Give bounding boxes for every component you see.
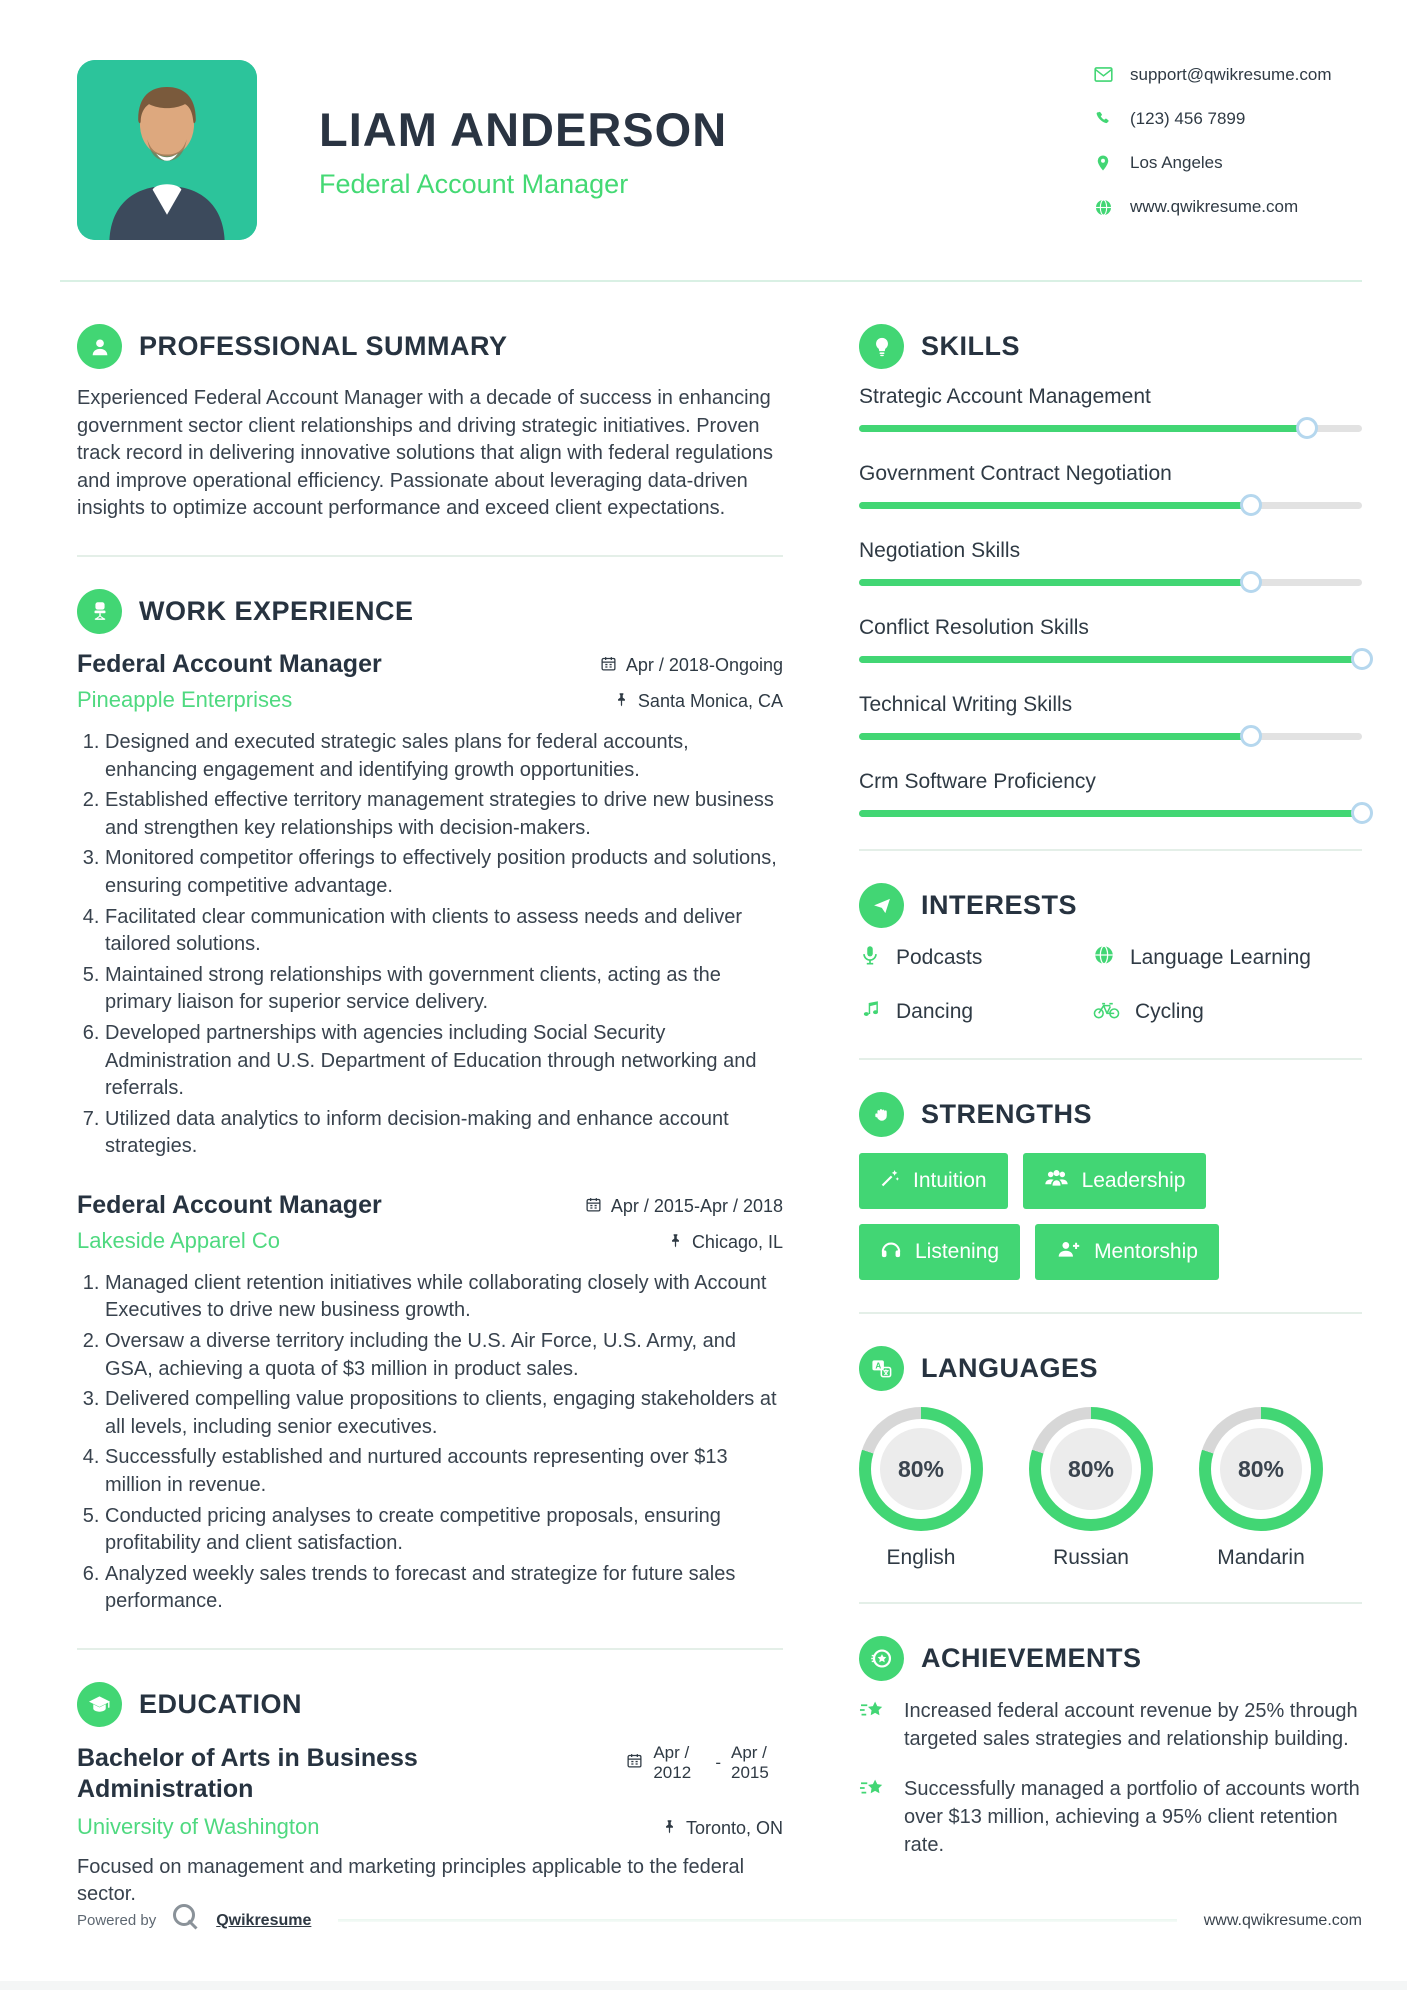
- language-name: Russian: [1053, 1546, 1129, 1569]
- section-divider: [859, 1312, 1362, 1314]
- skill-fill: [859, 656, 1362, 663]
- section-divider: [77, 555, 783, 557]
- job-entry: [77, 1191, 783, 1616]
- education-school: University of Washington: [77, 1813, 320, 1839]
- skill-fill: [859, 579, 1251, 586]
- achievement-text: Increased federal account revenue by 25% through targeted sales strategies and relationship building.: [904, 1700, 1358, 1750]
- website-icon: [1092, 198, 1114, 217]
- job-company: Lakeside Apparel Co: [77, 1227, 281, 1253]
- profile-photo: [77, 60, 257, 240]
- job-location: Santa Monica, CA: [637, 690, 783, 711]
- education-date-end: Apr / 2015: [731, 1743, 769, 1782]
- job-company: Pineapple Enterprises: [77, 686, 293, 712]
- job-dates: Apr / 2018-Ongoing: [625, 655, 783, 676]
- skill-fill: [859, 425, 1307, 432]
- medal-star-icon: [859, 1636, 904, 1681]
- job-bullet: 2. Established effective territory management strategies to drive new business and strengthen key relationships with decision-makers.: [105, 787, 783, 842]
- job-bullet: 4. Successfully established and nurtured accounts representing over $13 million in revenue.: [105, 1444, 783, 1499]
- skill-thumb: [1240, 725, 1262, 747]
- strength-tag: [1035, 1224, 1219, 1280]
- strength-label: Listening: [915, 1240, 1000, 1263]
- strength-tag: [859, 1224, 1020, 1280]
- contact-location: [1092, 153, 1362, 173]
- section-divider: [859, 1058, 1362, 1060]
- job-bullet: 6. Analyzed weekly sales trends to forecast and strategize for future sales performance.: [105, 1561, 783, 1616]
- skill-label: Conflict Resolution Skills: [859, 616, 1089, 639]
- skill-label: Negotiation Skills: [859, 539, 1021, 562]
- language-item: [859, 1407, 983, 1570]
- section-summary: [77, 324, 783, 523]
- person-name: LIAM ANDERSON: [319, 103, 728, 156]
- job-bullet: 1. Designed and executed strategic sales plans for federal accounts, enhancing engagement and identifying growth opportunities.: [105, 729, 783, 784]
- email-icon: [1092, 64, 1114, 85]
- language-progress-ring: [1199, 1407, 1323, 1531]
- contact-location-text: Los Angeles: [1130, 153, 1223, 172]
- office-chair-icon: [77, 589, 122, 634]
- skill-label: Crm Software Proficiency: [859, 770, 1096, 793]
- location-icon: [1092, 154, 1114, 172]
- education-date-separator: -: [715, 1752, 721, 1772]
- contact-phone: [1092, 109, 1362, 129]
- interest-label: Podcasts: [896, 946, 983, 969]
- powered-by-label: Powered by: [77, 1912, 157, 1929]
- interest-item: [859, 944, 1093, 972]
- language-item: [1199, 1407, 1323, 1570]
- summary-text: Experienced Federal Account Manager with a decade of success in enhancing government sector client relationships and driving strategic initiatives. Proven track record in delivering innovative solutions that align with federal regulations and improve operational efficiency. Passionate about leveraging data-driven insights to optimize account performance and exceed client expectations.: [77, 387, 773, 520]
- translate-icon: [859, 1346, 904, 1391]
- person-job-title: Federal Account Manager: [319, 169, 629, 199]
- skill-thumb: [1240, 571, 1262, 593]
- skill-label: Technical Writing Skills: [859, 693, 1073, 716]
- skill-slider[interactable]: [859, 425, 1362, 432]
- language-name: Mandarin: [1217, 1546, 1305, 1569]
- skill-fill: [859, 502, 1251, 509]
- job-bullet: 5. Conducted pricing analyses to create competitive proposals, ensuring profitability and client satisfaction.: [105, 1503, 783, 1558]
- experience-heading: WORK EXPERIENCE: [139, 595, 414, 626]
- paper-plane-icon: [859, 883, 904, 928]
- bottom-strip: [0, 1981, 1407, 1990]
- pushpin-icon: [614, 691, 629, 712]
- contact-email-text: support@qwikresume.com: [1130, 64, 1332, 84]
- section-divider: [859, 849, 1362, 851]
- language-name: English: [886, 1546, 956, 1569]
- strength-label: Intuition: [913, 1169, 987, 1192]
- education-heading: EDUCATION: [139, 1689, 302, 1719]
- bicycle-icon: [1093, 998, 1120, 1026]
- interest-item: [1093, 944, 1362, 972]
- skill-item: [859, 693, 1362, 740]
- shooting-star-icon: [859, 1698, 887, 1753]
- person-icon: [77, 324, 122, 369]
- phone-icon: [1092, 110, 1114, 128]
- interest-item: [1093, 998, 1362, 1026]
- shooting-star-icon: [859, 1776, 887, 1859]
- strengths-heading: STRENGTHS: [921, 1099, 1093, 1129]
- education-description: Focused on management and marketing principles applicable to the federal sector.: [77, 1855, 745, 1906]
- section-skills: [859, 324, 1362, 817]
- skill-slider[interactable]: [859, 733, 1362, 740]
- job-bullet: 4. Facilitated clear communication with clients to assess needs and deliver tailored solutions.: [105, 904, 783, 959]
- strength-tag: [859, 1153, 1008, 1209]
- summary-heading: PROFESSIONAL SUMMARY: [139, 331, 508, 361]
- job-bullet: 7. Utilized data analytics to inform decision-making and enhance account strategies.: [105, 1106, 783, 1161]
- section-divider: [859, 1602, 1362, 1604]
- interest-item: [859, 998, 1093, 1026]
- pushpin-icon: [668, 1232, 683, 1253]
- job-dates: Apr / 2015-Apr / 2018: [610, 1196, 783, 1217]
- education-location: Toronto, ON: [685, 1817, 783, 1838]
- language-item: [1029, 1407, 1153, 1570]
- language-percent: 80%: [897, 1455, 945, 1482]
- contact-block: [1092, 64, 1362, 217]
- languages-heading: LANGUAGES: [921, 1353, 1099, 1383]
- job-bullet-list: [77, 1270, 783, 1616]
- calendar-icon: [600, 655, 617, 677]
- job-bullet-list: [77, 729, 783, 1161]
- microphone-icon: [859, 944, 881, 972]
- lightbulb-icon: [859, 324, 904, 369]
- job-bullet: 1. Managed client retention initiatives while collaborating closely with Account Executives to drive new business growth.: [105, 1270, 783, 1325]
- achievement-item: [859, 1697, 1362, 1753]
- job-bullet: 6. Developed partnerships with agencies including Social Security Administration and U.S. Department of Education through networking and referrals.: [105, 1020, 783, 1103]
- content-columns: [0, 282, 1407, 1909]
- strength-tag: [1023, 1153, 1207, 1209]
- job-title: Federal Account Manager: [77, 649, 382, 678]
- skill-item: [859, 462, 1362, 509]
- education-degree: Bachelor of Arts in Business Administration: [77, 1744, 418, 1804]
- strength-label: Leadership: [1081, 1169, 1186, 1192]
- section-achievements: [859, 1636, 1362, 1859]
- interest-label: Dancing: [896, 1000, 974, 1023]
- footer-website[interactable]: www.qwikresume.com: [1203, 1911, 1362, 1929]
- skill-item: [859, 385, 1362, 432]
- section-divider: [77, 1648, 783, 1650]
- qwikresume-logo-icon: [169, 1901, 203, 1940]
- graduation-cap-icon: [77, 1682, 122, 1727]
- header: [0, 0, 1407, 240]
- left-column: [77, 324, 783, 1909]
- section-languages: [859, 1346, 1362, 1570]
- skill-label: Government Contract Negotiation: [859, 462, 1172, 485]
- skill-item: [859, 539, 1362, 586]
- section-education: [77, 1682, 783, 1909]
- avatar: [77, 60, 257, 240]
- skill-item: [859, 770, 1362, 817]
- skill-slider[interactable]: [859, 810, 1362, 817]
- contact-website-text: www.qwikresume.com: [1130, 197, 1299, 216]
- skill-thumb: [1351, 802, 1373, 824]
- job-bullet: 5. Maintained strong relationships with government clients, acting as the primary liaison for superior service delivery.: [105, 962, 783, 1017]
- language-percent: 80%: [1067, 1455, 1115, 1482]
- skills-heading: SKILLS: [921, 331, 1021, 361]
- skill-thumb: [1296, 417, 1318, 439]
- strength-label: Mentorship: [1094, 1240, 1198, 1263]
- achievements-heading: ACHIEVEMENTS: [921, 1643, 1142, 1673]
- skill-slider[interactable]: [859, 656, 1362, 663]
- section-experience: [77, 589, 783, 1616]
- qwikresume-link[interactable]: Qwikresume: [216, 1911, 312, 1929]
- education-date-start: Apr / 2012: [653, 1743, 692, 1782]
- achievement-text: Successfully managed a portfolio of accounts worth over $13 million, achieving a 95% client retention rate.: [904, 1778, 1360, 1856]
- skill-label: Strategic Account Management: [859, 385, 1151, 408]
- skill-thumb: [1351, 648, 1373, 670]
- job-location: Chicago, IL: [691, 1231, 783, 1252]
- music-notes-icon: [859, 998, 881, 1026]
- user-plus-icon: [1056, 1239, 1081, 1265]
- right-column: [859, 324, 1362, 1909]
- interest-label: Cycling: [1134, 1000, 1204, 1023]
- skill-fill: [859, 810, 1362, 817]
- job-title: Federal Account Manager: [77, 1190, 382, 1219]
- svg-text:A: A: [875, 1361, 882, 1371]
- skill-fill: [859, 733, 1251, 740]
- language-progress-ring: [859, 1407, 983, 1531]
- magic-wand-icon: [880, 1168, 900, 1194]
- language-percent: 80%: [1237, 1455, 1285, 1482]
- footer-divider-line: [338, 1919, 1176, 1922]
- job-entry: [77, 650, 783, 1161]
- skill-thumb: [1240, 494, 1262, 516]
- identity-block: [319, 102, 727, 200]
- globe-icon: [1093, 944, 1115, 972]
- pushpin-icon: [662, 1818, 677, 1839]
- skill-slider[interactable]: [859, 502, 1362, 509]
- calendar-icon: [585, 1196, 602, 1218]
- fist-icon: [859, 1092, 904, 1137]
- job-bullet: 3. Monitored competitor offerings to effectively position products and solutions, ensuring competitive advantage.: [105, 845, 783, 900]
- contact-email[interactable]: [1092, 64, 1362, 85]
- skill-item: [859, 616, 1362, 663]
- interests-heading: INTERESTS: [921, 890, 1078, 920]
- job-bullet: 2. Oversaw a diverse territory including the U.S. Air Force, U.S. Army, and GSA, achieving a quota of $3 million in product sales.: [105, 1328, 783, 1383]
- calendar-icon: [626, 1752, 643, 1774]
- language-progress-ring: [1029, 1407, 1153, 1531]
- users-icon: [1044, 1168, 1069, 1194]
- job-bullet: 3. Delivered compelling value propositions to clients, engaging stakeholders at all levels, including senior executives.: [105, 1386, 783, 1441]
- contact-phone-text: (123) 456 7899: [1130, 109, 1246, 128]
- headphones-icon: [880, 1239, 902, 1265]
- achievement-item: [859, 1775, 1362, 1859]
- section-strengths: [859, 1092, 1362, 1280]
- skill-slider[interactable]: [859, 579, 1362, 586]
- contact-website[interactable]: [1092, 197, 1362, 217]
- section-interests: [859, 883, 1362, 1026]
- footer: [77, 1901, 1362, 1940]
- interest-label: Language Learning: [1129, 946, 1311, 969]
